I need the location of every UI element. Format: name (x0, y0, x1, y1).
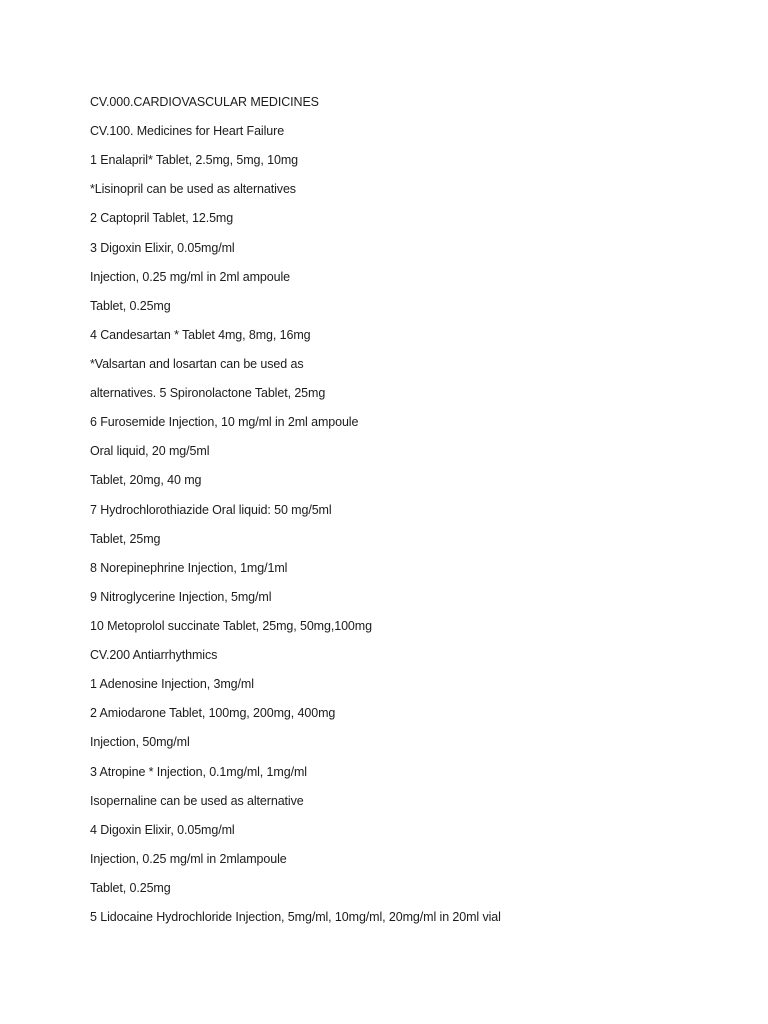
text-line: 4 Digoxin Elixir, 0.05mg/ml (90, 822, 235, 837)
document-body (90, 92, 730, 936)
text-line: 10 Metoprolol succinate Tablet, 25mg, 50mg,100mg (90, 618, 372, 633)
text-line: *Valsartan and losartan can be used as (90, 356, 304, 371)
text-line: 6 Furosemide Injection, 10 mg/ml in 2ml ampoule (90, 415, 359, 430)
text-line: 3 Atropine * Injection, 0.1mg/ml, 1mg/ml (90, 764, 307, 779)
text-line: Tablet, 0.25mg (90, 880, 171, 895)
section-heading: CV.000.CARDIOVASCULAR MEDICINES (90, 95, 319, 109)
text-line: Injection, 0.25 mg/ml in 2mlampoule (90, 851, 287, 866)
subsection-heading: CV.100. Medicines for Heart Failure (90, 124, 285, 139)
text-line: Tablet, 25mg (90, 531, 161, 546)
text-line: Tablet, 0.25mg (90, 298, 171, 313)
text-line: 9 Nitroglycerine Injection, 5mg/ml (90, 589, 272, 604)
text-line: 8 Norepinephrine Injection, 1mg/1ml (90, 560, 288, 575)
text-line: Oral liquid, 20 mg/5ml (90, 444, 210, 459)
text-line: 2 Amiodarone Tablet, 100mg, 200mg, 400mg (90, 706, 336, 721)
text-line: 1 Enalapril* Tablet, 2.5mg, 5mg, 10mg (90, 153, 298, 168)
text-line: Injection, 50mg/ml (90, 735, 190, 750)
text-line: 4 Candesartan * Tablet 4mg, 8mg, 16mg (90, 327, 311, 342)
subsection-heading: CV.200 Antiarrhythmics (90, 648, 218, 663)
text-line: 5 Lidocaine Hydrochloride Injection, 5mg/ml, 10mg/ml, 20mg/ml in 20ml vial (90, 910, 501, 925)
text-line: Isopernaline can be used as alternative (90, 793, 304, 808)
text-line: 1 Adenosine Injection, 3mg/ml (90, 677, 254, 692)
text-line: Injection, 0.25 mg/ml in 2ml ampoule (90, 269, 290, 284)
text-line: alternatives. 5 Spironolactone Tablet, 25mg (90, 386, 326, 401)
text-line: *Lisinopril can be used as alternatives (90, 182, 296, 197)
text-line: 3 Digoxin Elixir, 0.05mg/ml (90, 240, 235, 255)
text-line: 7 Hydrochlorothiazide Oral liquid: 50 mg/5ml (90, 502, 332, 517)
text-line: 2 Captopril Tablet, 12.5mg (90, 211, 234, 226)
text-line: Tablet, 20mg, 40 mg (90, 473, 202, 488)
